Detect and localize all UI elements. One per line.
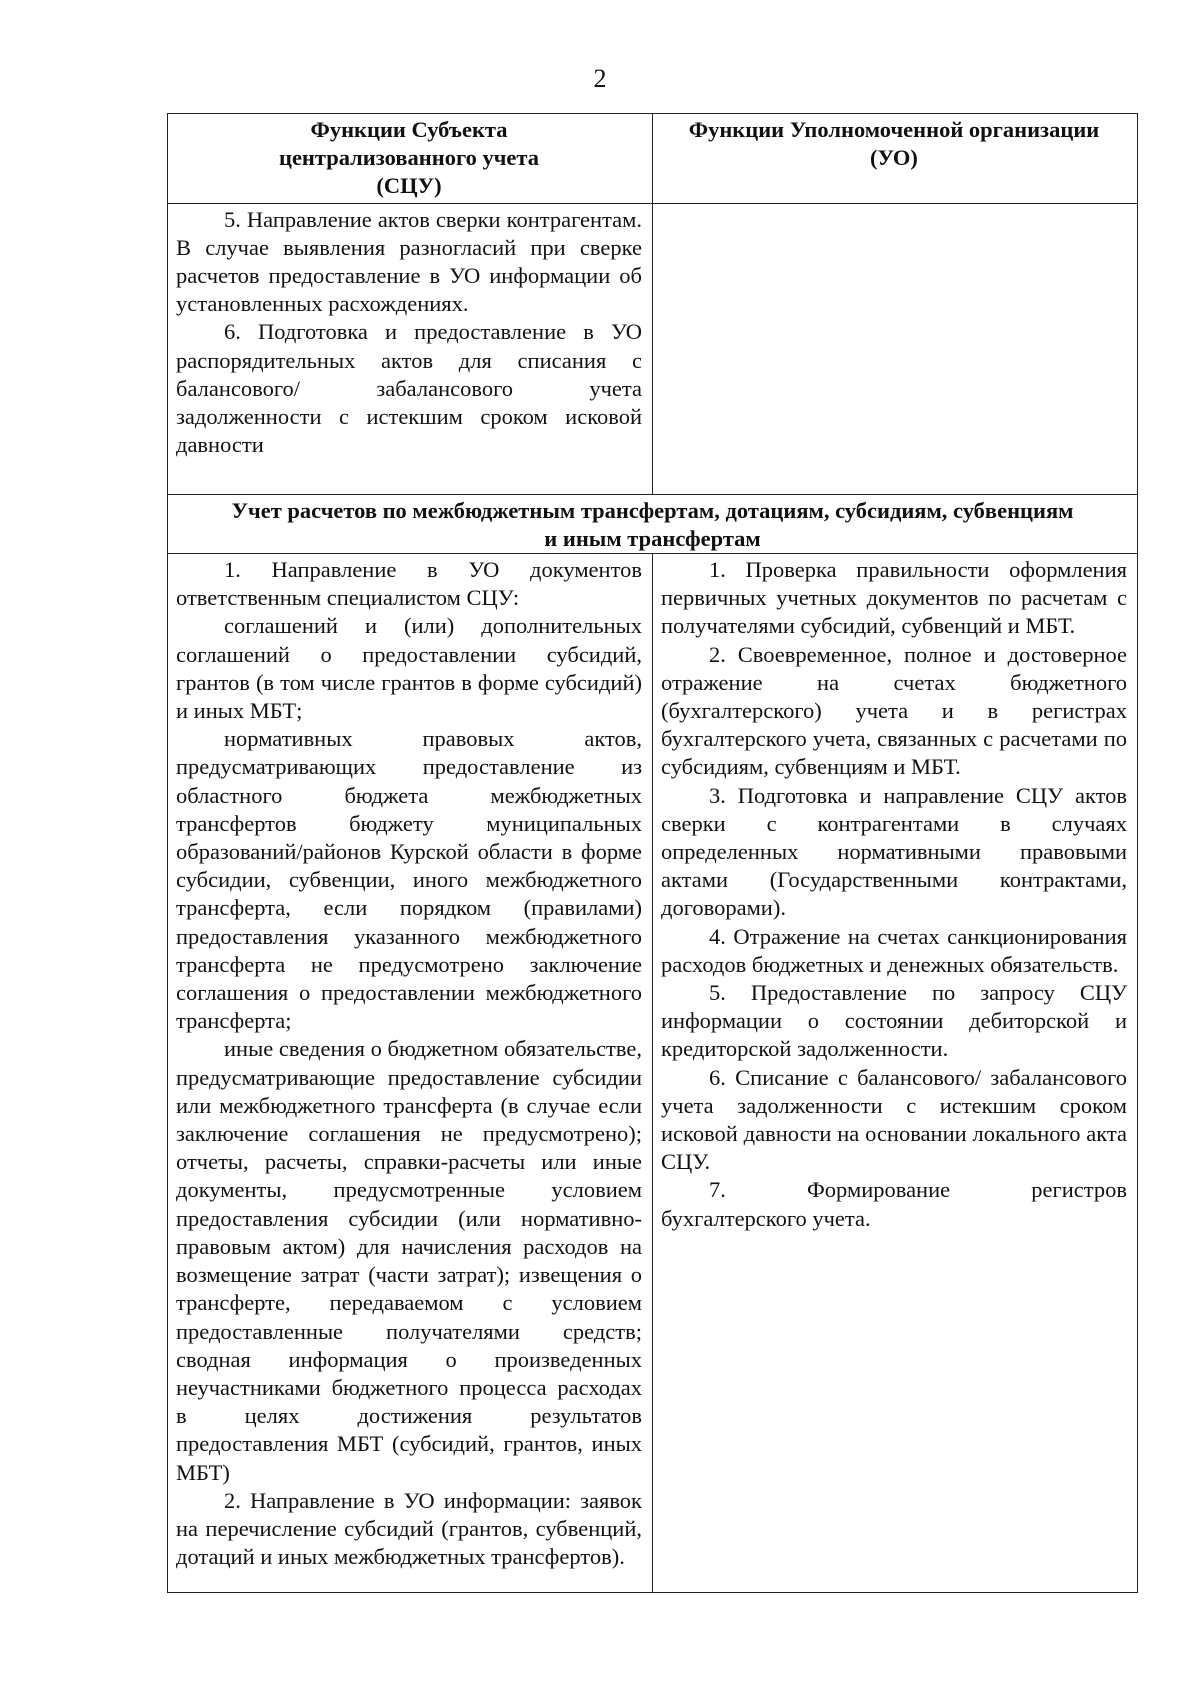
list-item: 4. Отражение на счетах санкционирования расходов бюджетных и денежных обязательств. <box>661 923 1127 977</box>
table-header-row <box>168 114 1138 204</box>
list-item: 5. Направление актов сверки контрагентам. В случае выявления разногласий при сверке расчетов предоставление в УО информации об установленных расхождениях. <box>176 206 642 317</box>
list-item: 7. Формирование регистров бухгалтерского учета. <box>661 1177 1127 1231</box>
list-item: 3. Подготовка и направление СЦУ актов сверки с контрагентами в случаях определенных нормативными правовыми актами (Государственными контрактами, договорами). <box>661 782 1127 921</box>
section-heading-line: и иным трансфертам <box>544 525 761 551</box>
functions-table <box>167 113 1138 1593</box>
list-item: 6. Подготовка и предоставление в УО распорядительных актов для списания с балансового/ забалансового учета задолженности с истекшим сроком исковой давности <box>176 319 642 458</box>
table-row <box>168 554 1138 1593</box>
header-left-line: централизованного учета <box>278 145 539 171</box>
header-left-line: Функции Субъекта <box>310 117 508 142</box>
row-c-left-cell <box>168 554 653 1593</box>
header-right-line: (УО) <box>870 145 918 171</box>
row-a-right-cell <box>653 203 1138 494</box>
header-left-cell <box>168 114 653 204</box>
list-item: нормативных правовых актов, предусматривающих предоставление из областного бюджета межбюджетных трансфертов бюджету муниципальных образований/районов Курской области в форме субсидии, субвенции, иного межбюджетного трансферта, если порядком (правилами) предоставления указанного межбюджетного трансферта не предусмотрено заключение соглашения о предоставлении межбюджетного трансферта; <box>176 726 642 1034</box>
row-a-left-cell <box>168 203 653 494</box>
section-heading <box>168 494 1138 553</box>
table-row <box>168 203 1138 494</box>
list-item: соглашений и (или) дополнительных соглашений о предоставлении субсидий, грантов (в том числе грантов в форме субсидий) и иных МБТ; <box>176 613 642 724</box>
list-item: 5. Предоставление по запросу СЦУ информации о состоянии дебиторской и кредиторской задолженности. <box>661 980 1127 1062</box>
list-item: иные сведения о бюджетном обязательстве, предусматривающие предоставление субсидии или межбюджетного трансферта (в случае если заключение соглашения не предусмотрено); отчеты, расчеты, справки-расчеты или иные документы, предусмотренные условием предоставления субсидии (или нормативно-правовым актом) для начисления расходов на возмещение затрат (части затрат); извещения о трансферте, передаваемом с условием предоставленные получателями средств; сводная информация о произведенных неучастниками бюджетного процесса расходах в целях достижения результатов предоставления МБТ (субсидий, грантов, иных МБТ) <box>176 1036 642 1485</box>
row-c-right-cell <box>653 554 1138 1593</box>
list-item: 1. Направление в УО документов ответственным специалистом СЦУ: <box>176 557 642 611</box>
list-item: 2. Своевременное, полное и достоверное отражение на счетах бюджетного (бухгалтерского) учета и в регистрах бухгалтерского учета, связанных с расчетами по субсидиям, субвенциям и МБТ. <box>661 641 1127 780</box>
page-number: 2 <box>593 64 607 93</box>
list-item: 1. Проверка правильности оформления первичных учетных документов по расчетам с получателями субсидий, субвенций и МБТ. <box>661 557 1127 639</box>
header-right-line: Функции Уполномоченной организации <box>688 117 1100 142</box>
header-right-cell <box>653 114 1138 204</box>
section-heading-line: Учет расчетов по межбюджетным трансфертам, дотациям, субсидиям, субвенциям <box>231 497 1074 523</box>
section-row <box>168 494 1138 553</box>
list-item: 6. Списание с балансового/ забалансового учета задолженности с истекшим сроком исковой давности на основании локального акта СЦУ. <box>661 1064 1127 1175</box>
header-left-line: (СЦУ) <box>376 173 442 199</box>
list-item: 2. Направление в УО информации: заявок на перечисление субсидий (грантов, субвенций, дотаций и иных межбюджетных трансфертов). <box>176 1487 642 1570</box>
